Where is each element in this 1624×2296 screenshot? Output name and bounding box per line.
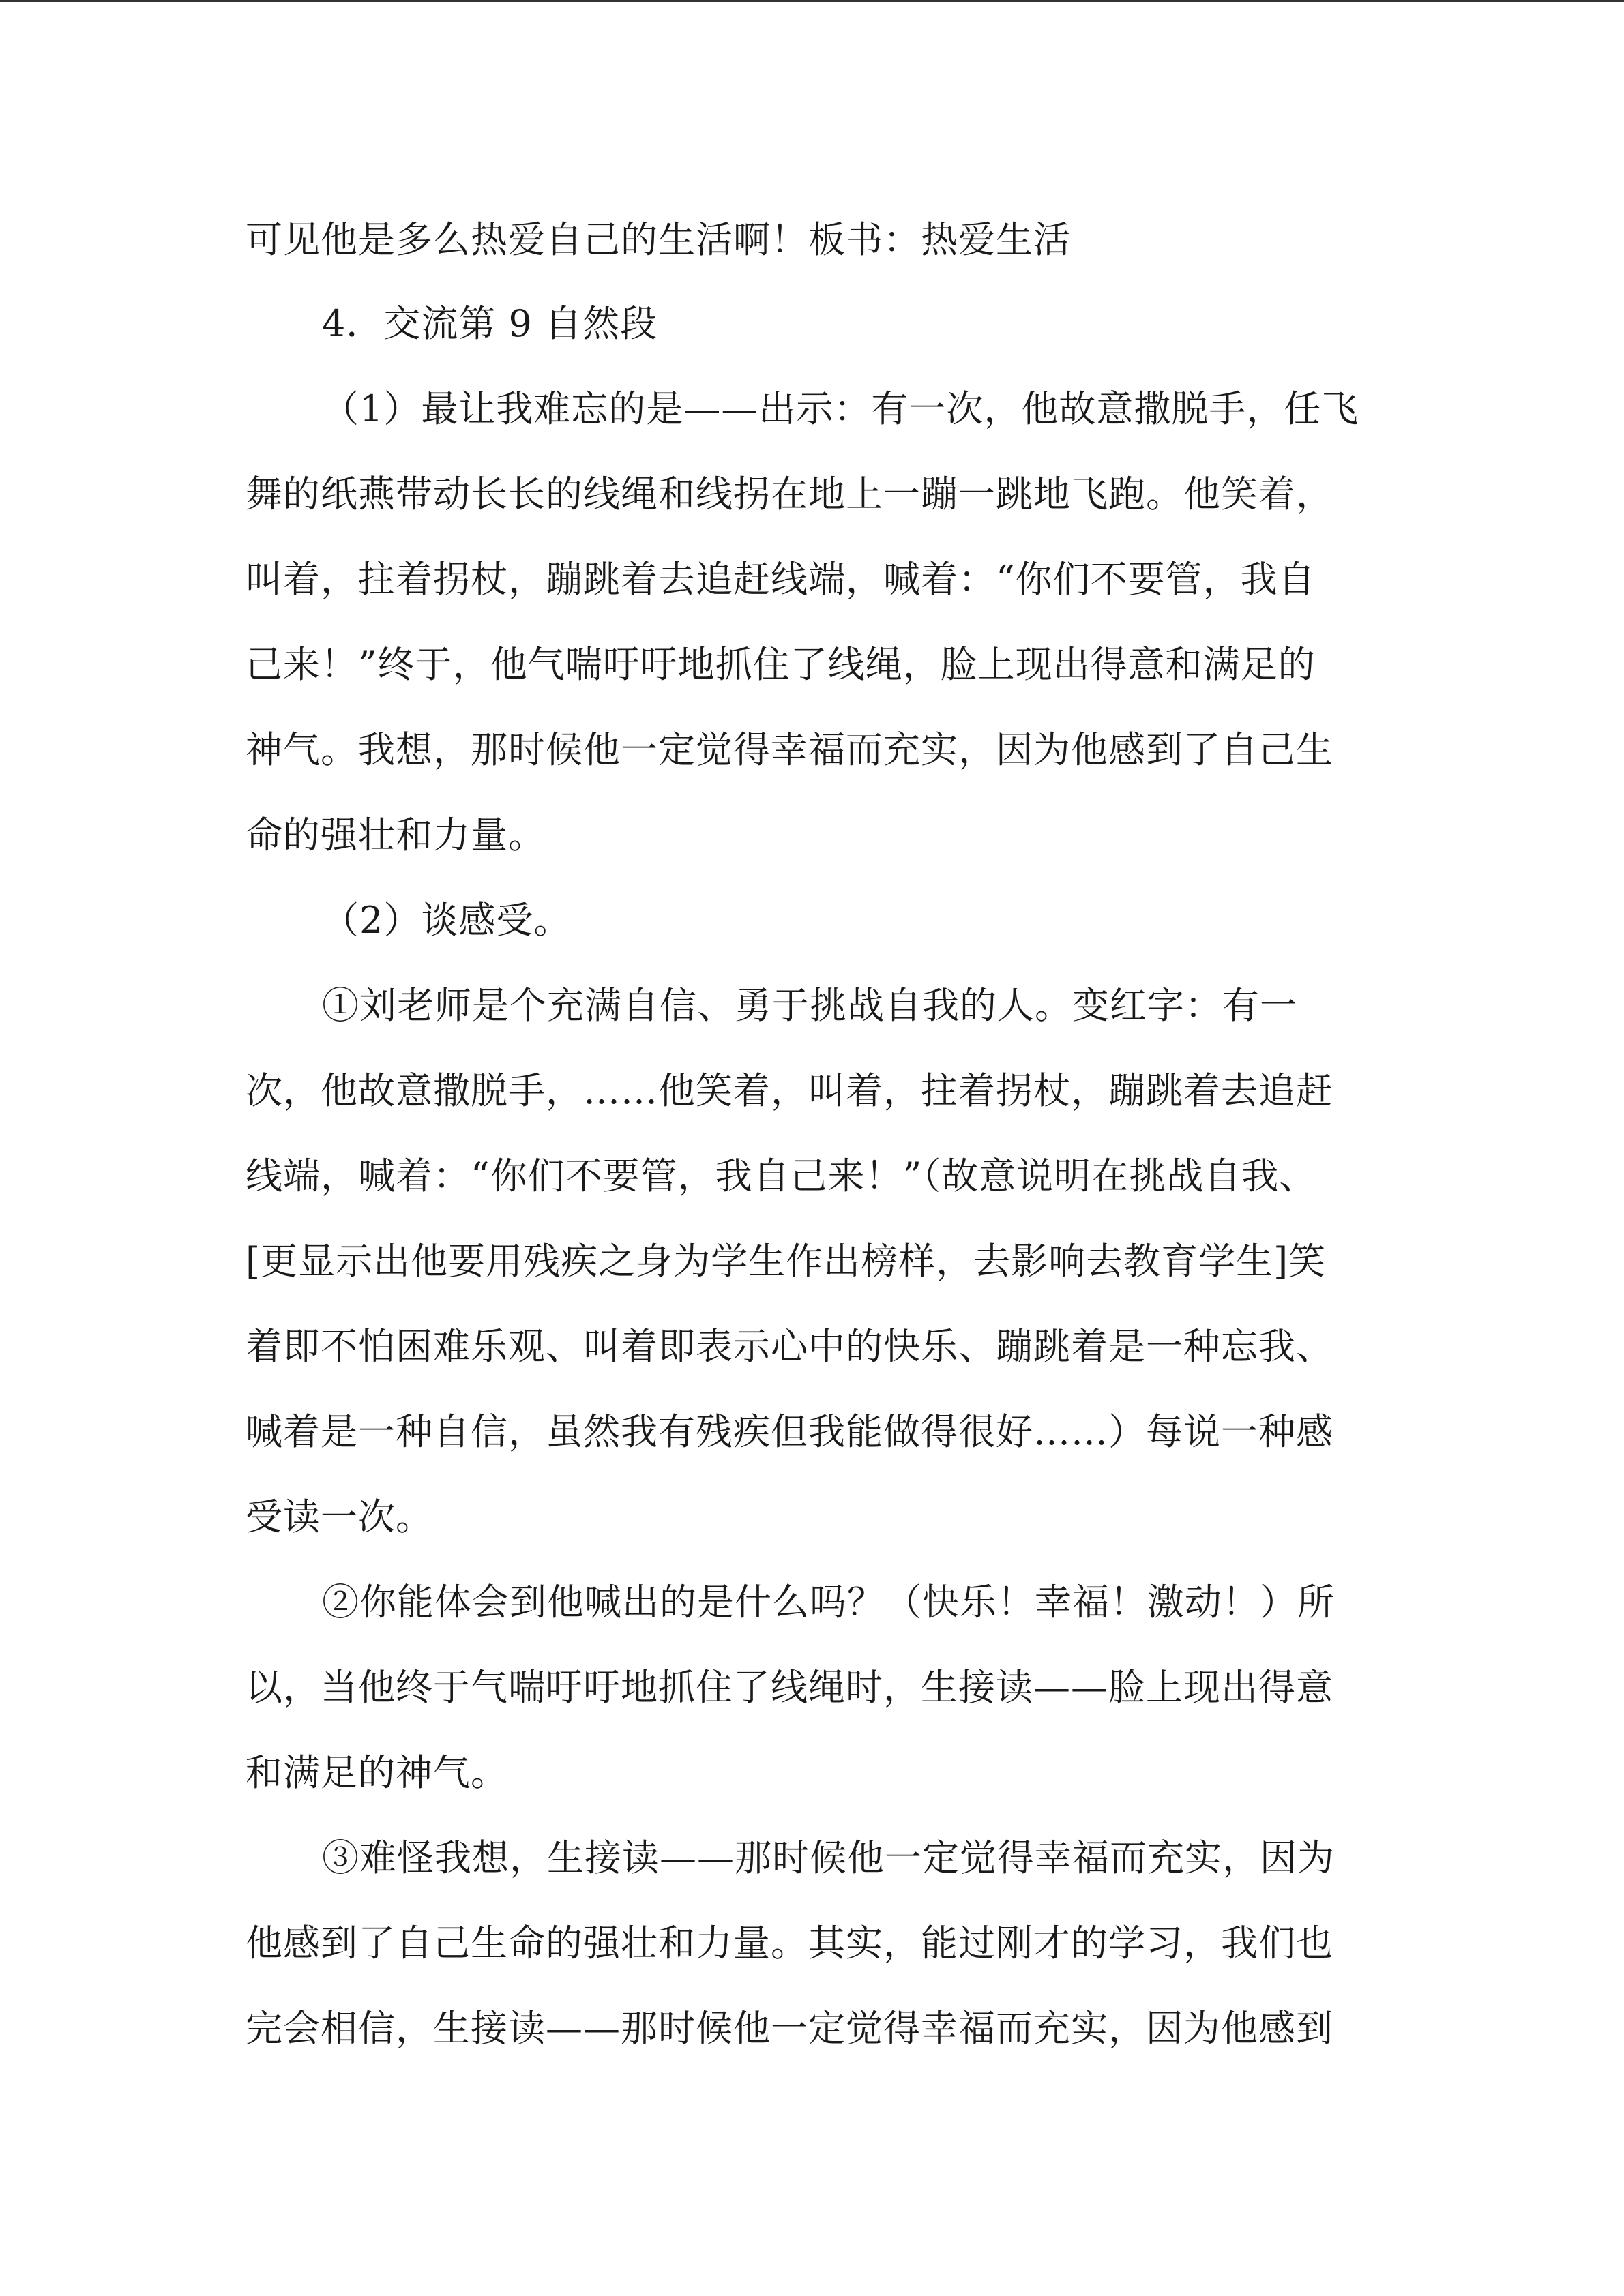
text-line-8: 命的强壮和力量。 — [246, 814, 546, 856]
text-line-12: 线端，喊着：“你们不要管，我自己来！”（故意说明在挑战自我、 — [246, 1154, 1317, 1197]
text-line-17: ②你能体会到他喊出的是什么吗？（快乐！幸福！激动！）所 — [322, 1581, 1335, 1624]
text-line-7: 神气。我想，那时候他一定觉得幸福而充实，因为他感到了自己生 — [246, 728, 1333, 771]
text-line-6: 己来！”终于，他气喘吁吁地抓住了线绳，脸上现出得意和满足的 — [246, 643, 1316, 686]
text-line-11: 次，他故意撒脱手，……他笑着，叫着，拄着拐杖，蹦跳着去追赶 — [246, 1069, 1333, 1112]
text-line-2: 4．交流第 9 自然段 — [322, 302, 658, 345]
text-line-10: ①刘老师是个充满自信、勇于挑战自我的人。变红字：有一 — [322, 984, 1297, 1027]
text-line-18: 以，当他终于气喘吁吁地抓住了线绳时，生接读——脸上现出得意 — [246, 1666, 1333, 1709]
text-line-15: 喊着是一种自信，虽然我有残疾但我能做得很好……）每说一种感 — [246, 1410, 1333, 1453]
text-line-22: 完会相信，生接读——那时候他一定觉得幸福而充实，因为他感到 — [246, 2007, 1333, 2050]
text-line-3: （1）最让我难忘的是——出示：有一次，他故意撒脱手，任飞 — [322, 387, 1359, 430]
text-line-20: ③难怪我想，生接读——那时候他一定觉得幸福而充实，因为 — [322, 1836, 1335, 1879]
text-line-4: 舞的纸燕带动长长的线绳和线拐在地上一蹦一跳地飞跑。他笑着， — [246, 473, 1333, 516]
text-line-9: （2）谈感受。 — [322, 899, 572, 942]
text-line-13: [更显示出他要用残疾之身为学生作出榜样，去影响去教育学生]笑 — [246, 1240, 1327, 1283]
text-line-1: 可见他是多么热爱自己的生活啊！板书：热爱生活 — [246, 218, 1071, 261]
text-line-16: 受读一次。 — [246, 1495, 433, 1538]
text-line-14: 着即不怕困难乐观、叫着即表示心中的快乐、蹦跳着是一种忘我、 — [246, 1325, 1333, 1368]
page-top-border — [0, 0, 1624, 2]
text-line-19: 和满足的神气。 — [246, 1751, 508, 1794]
text-line-21: 他感到了自己生命的强壮和力量。其实，能过刚才的学习，我们也 — [246, 1922, 1333, 1965]
text-line-5: 叫着，拄着拐杖，蹦跳着去追赶线端，喊着：“你们不要管，我自 — [246, 558, 1316, 601]
